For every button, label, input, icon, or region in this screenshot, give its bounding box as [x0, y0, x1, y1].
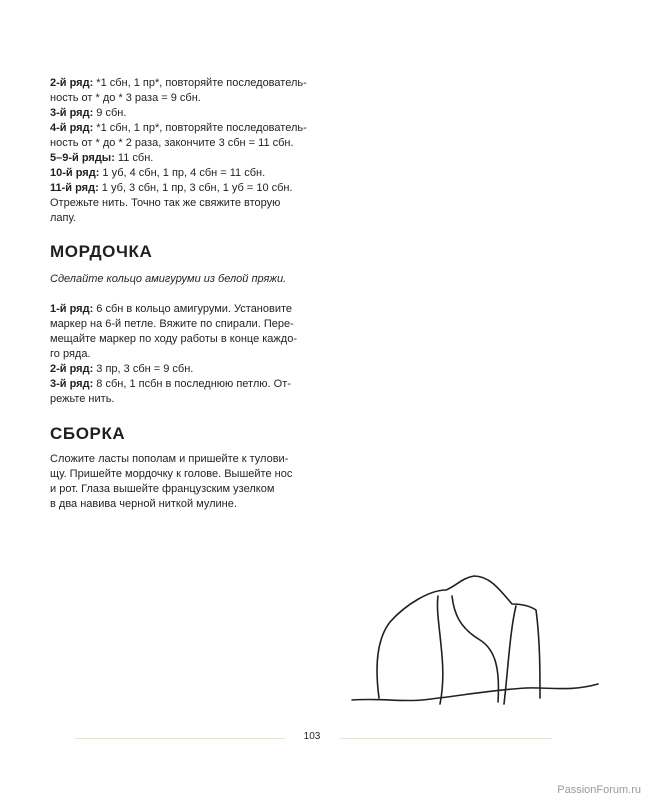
- row-line: 5–9-й ряды: 11 сбн.: [50, 152, 154, 164]
- row-line: 4-й ряд: *1 сбн, 1 пр*, повторяйте последователь-: [50, 122, 307, 134]
- body-outline: [377, 576, 540, 698]
- assembly-heading: СБОРКА: [50, 424, 126, 443]
- ground-line: [352, 684, 598, 701]
- footer-rule-right: [340, 738, 552, 739]
- paw-instructions: [50, 76, 320, 226]
- row-line: 2-й ряд: *1 сбн, 1 пр*, повторяйте последователь-: [50, 77, 307, 89]
- assembly-line: в два навива черной ниткой мулине.: [50, 498, 237, 510]
- watermark: PassionForum.ru: [557, 784, 641, 796]
- row-line: го ряда.: [50, 348, 91, 360]
- muzzle-intro: Сделайте кольцо амигуруми из белой пряжи.: [50, 273, 287, 285]
- assembly-line: и рот. Глаза вышейте французским узелком: [50, 483, 275, 495]
- assembly-line: щу. Пришейте мордочку к голове. Вышейте нос: [50, 468, 293, 480]
- footer-rule-left: [75, 738, 285, 739]
- row-line: 2-й ряд: 3 пр, 3 сбн = 9 сбн.: [50, 363, 194, 375]
- row-line: 11-й ряд: 1 уб, 3 сбн, 1 пр, 3 сбн, 1 уб = 10 сбн.: [50, 182, 293, 194]
- row-line: режьте нить.: [50, 393, 115, 405]
- muzzle-instructions: [50, 302, 320, 407]
- row-line: 3-й ряд: 8 сбн, 1 псбн в последнюю петлю. От-: [50, 378, 291, 390]
- row-line: маркер на 6-й петле. Вяжите по спирали. Пере-: [50, 318, 294, 330]
- row-line: лапу.: [50, 212, 76, 224]
- row-line: 3-й ряд: 9 сбн.: [50, 107, 127, 119]
- row-line: мещайте маркер по ходу работы в конце каждо-: [50, 333, 297, 345]
- row-line: ность от * до * 3 раза = 9 сбн.: [50, 92, 201, 104]
- muzzle-heading: МОРДОЧКА: [50, 242, 153, 261]
- row-line: 1-й ряд: 6 сбн в кольцо амигуруми. Установите: [50, 303, 293, 315]
- assembly-instructions: [50, 452, 320, 512]
- page-number: 103: [303, 731, 321, 742]
- seam-center: [452, 596, 498, 702]
- row-line: 10-й ряд: 1 уб, 4 сбн, 1 пр, 4 сбн = 11 сбн.: [50, 167, 266, 179]
- seam-left: [437, 596, 442, 704]
- seal-body-illustration: [350, 570, 600, 715]
- assembly-line: Сложите ласты пополам и пришейте к тулови-: [50, 453, 289, 465]
- row-line: ность от * до * 2 раза, закончите 3 сбн = 11 сбн.: [50, 137, 294, 149]
- row-line: Отрежьте нить. Точно так же свяжите вторую: [50, 197, 281, 209]
